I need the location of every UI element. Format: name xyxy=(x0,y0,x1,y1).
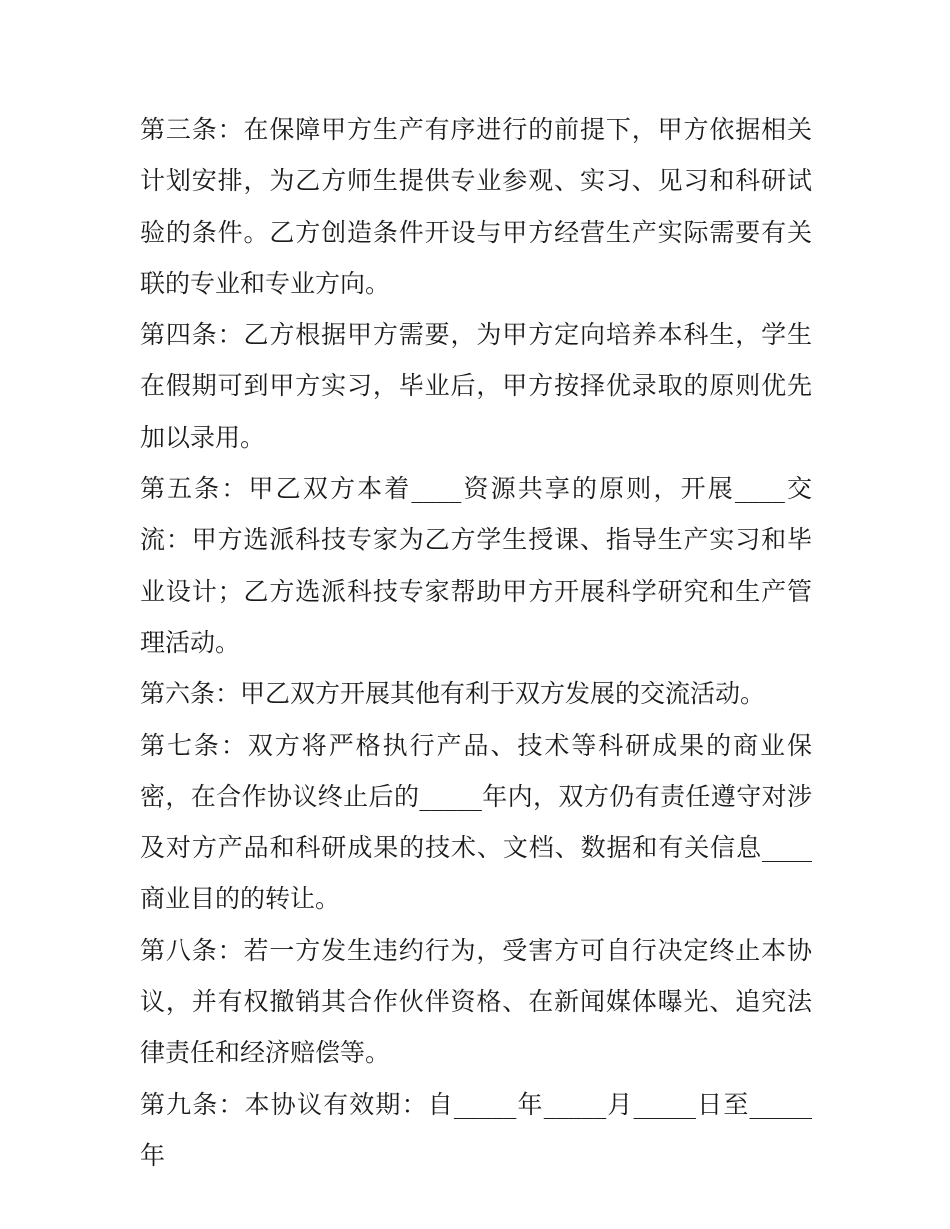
article-5: 第五条：甲乙双方本着____资源共享的原则，开展____交流：甲方选派科技专家为乙方学生授课、指导生产实习和毕业设计；乙方选派科技专家帮助甲方开展科学研究和生产管理活动。 xyxy=(140,474,812,657)
article-9: 第九条：本协议有效期：自_____年_____月_____日至_____年 xyxy=(140,1089,812,1170)
article-3: 第三条：在保障甲方生产有序进行的前提下，甲方依据相关计划安排，为乙方师生提供专业参观、实习、见习和科研试验的条件。乙方创造条件开设与甲方经营生产实际需要有关联的专业和专业方向。 xyxy=(140,115,812,298)
article-7: 第七条：双方将严格执行产品、技术等科研成果的商业保密，在合作协议终止后的_____年内，双方仍有责任遵守对涉及对方产品和科研成果的技术、文档、数据和有关信息____商业目的的转让。 xyxy=(140,730,812,914)
article-8: 第八条：若一方发生违约行为，受害方可自行决定终止本协议，并有权撤销其合作伙伴资格、在新闻媒体曝光、追究法律责任和经济赔偿等。 xyxy=(140,935,812,1068)
document-body xyxy=(140,104,812,1181)
article-6: 第六条：甲乙双方开展其他有利于双方发展的交流活动。 xyxy=(140,679,766,709)
article-4: 第四条：乙方根据甲方需要，为甲方定向培养本科生，学生在假期可到甲方实习，毕业后，甲方按择优录取的原则优先加以录用。 xyxy=(140,320,812,452)
